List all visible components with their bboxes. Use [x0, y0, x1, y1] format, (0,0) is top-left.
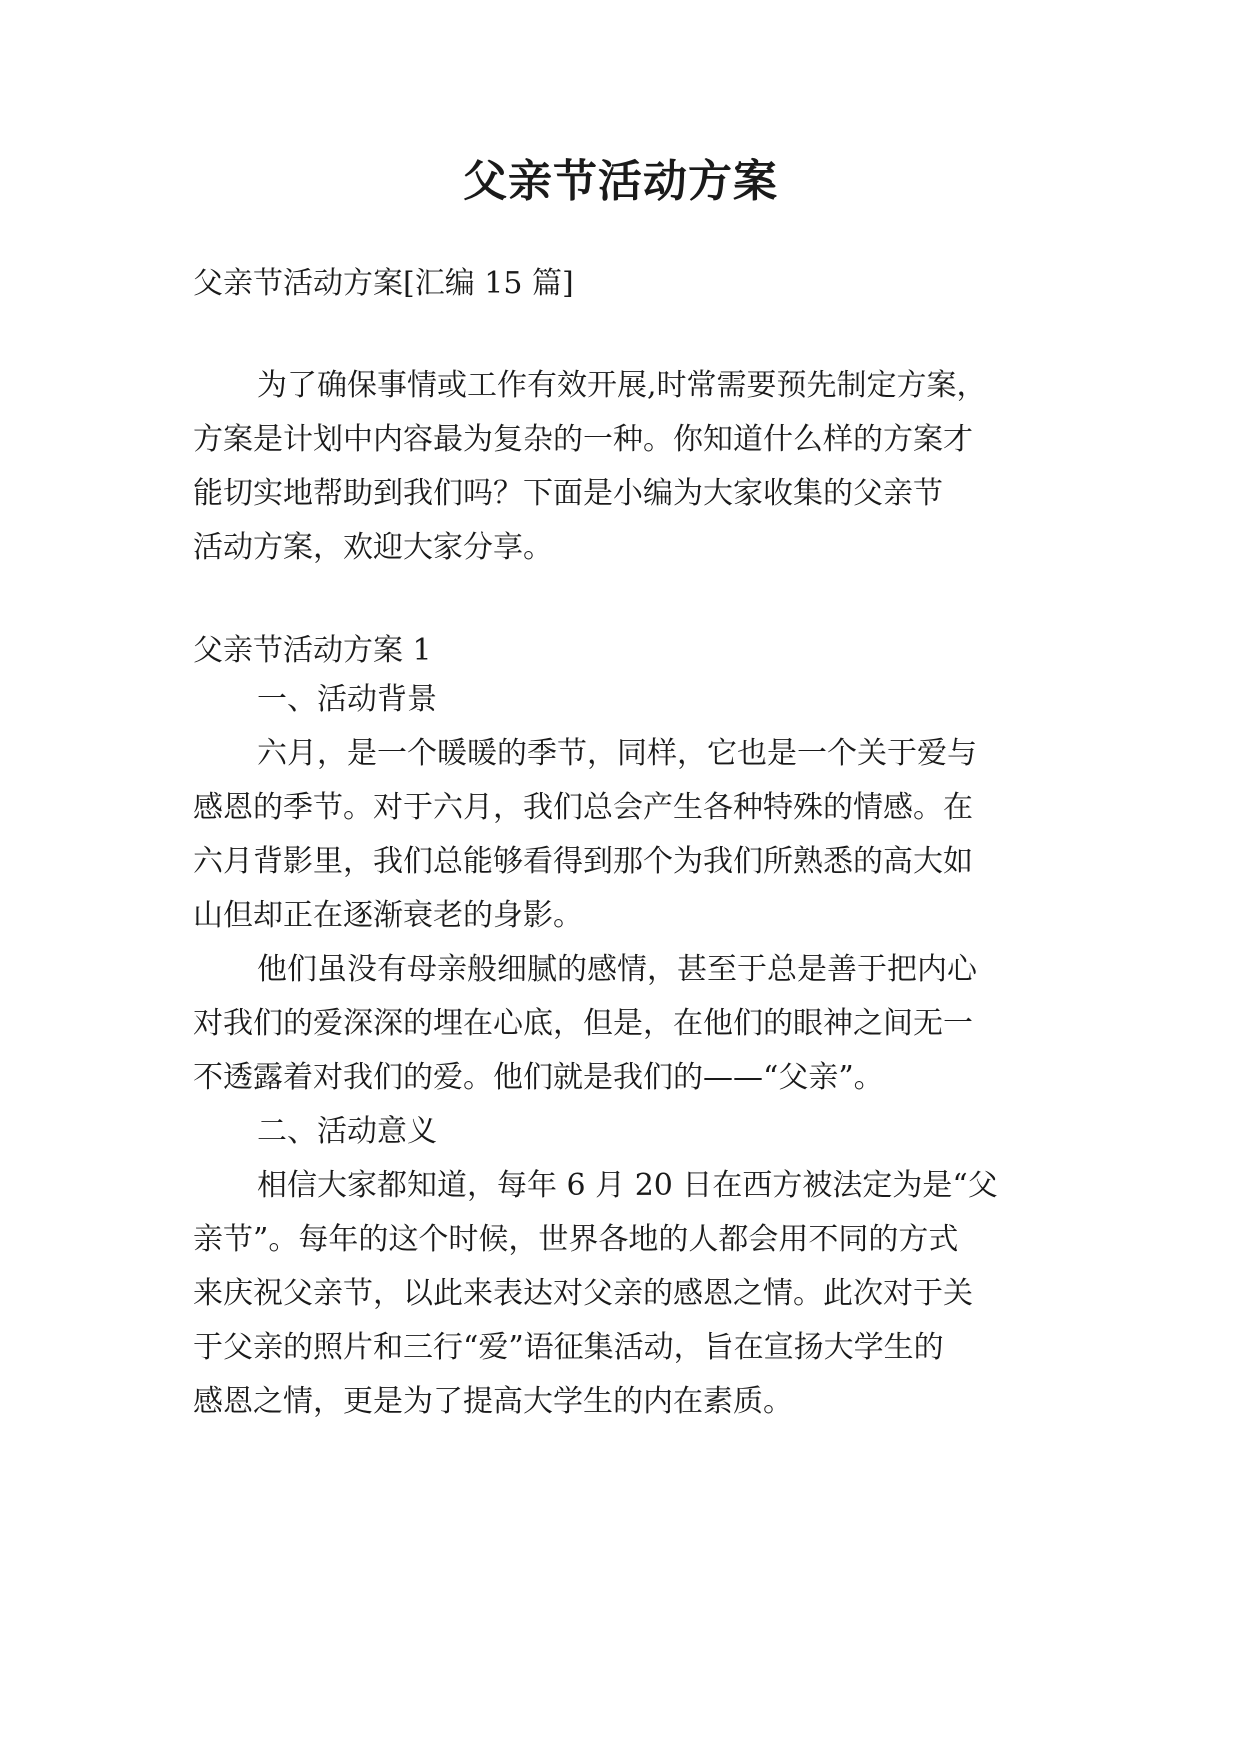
paragraph-line: 不透露着对我们的爱。他们就是我们的——“父亲”。 — [193, 1060, 884, 1095]
paragraph-line: 感恩的季节。对于六月，我们总会产生各种特殊的情感。在 — [193, 790, 973, 825]
intro-line: 方案是计划中内容最为复杂的一种。你知道什么样的方案才 — [193, 422, 973, 457]
paragraph-line: 来庆祝父亲节，以此来表达对父亲的感恩之情。此次对于关 — [193, 1276, 973, 1311]
paragraph-line: 于父亲的照片和三行“爱”语征集活动，旨在宣扬大学生的 — [193, 1330, 944, 1365]
intro-line: 活动方案，欢迎大家分享。 — [193, 530, 553, 565]
section-heading: 父亲节活动方案 1 — [193, 633, 432, 668]
paragraph-line: 亲节”。每年的这个时候，世界各地的人都会用不同的方式 — [193, 1222, 959, 1257]
paragraph-line: 山但却正在逐渐衰老的身影。 — [193, 898, 583, 933]
intro-line: 能切实地帮助到我们吗？下面是小编为大家收集的父亲节 — [193, 476, 943, 511]
part-heading: 一、活动背景 — [257, 682, 437, 717]
document-subtitle: 父亲节活动方案[汇编 15 篇] — [193, 266, 574, 301]
paragraph-line: 对我们的爱深深的埋在心底，但是，在他们的眼神之间无一 — [193, 1006, 973, 1041]
paragraph-line: 相信大家都知道，每年 6 月 20 日在西方被法定为是“父 — [257, 1168, 998, 1203]
paragraph-line: 感恩之情，更是为了提高大学生的内在素质。 — [193, 1384, 793, 1419]
document-title: 父亲节活动方案 — [463, 156, 778, 207]
paragraph-line: 六月，是一个暖暖的季节，同样，它也是一个关于爱与 — [257, 736, 977, 771]
intro-line: 为了确保事情或工作有效开展,时常需要预先制定方案， — [257, 368, 987, 403]
paragraph-line: 他们虽没有母亲般细腻的感情，甚至于总是善于把内心 — [257, 952, 977, 987]
paragraph-line: 六月背影里，我们总能够看得到那个为我们所熟悉的高大如 — [193, 844, 973, 879]
part-heading: 二、活动意义 — [257, 1114, 437, 1149]
